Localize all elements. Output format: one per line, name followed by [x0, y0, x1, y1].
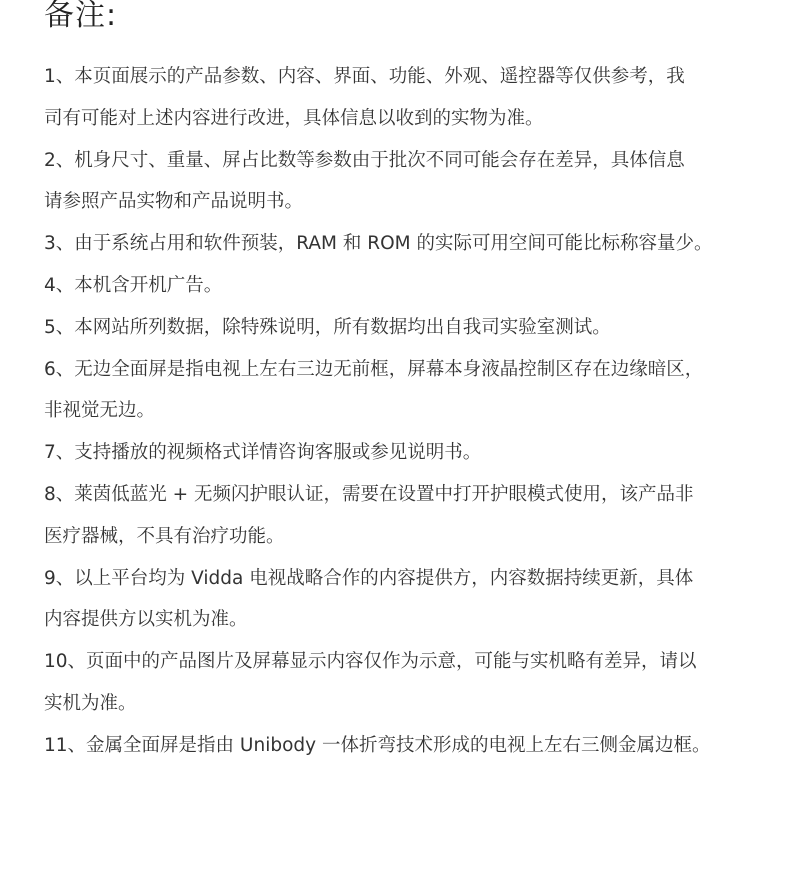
note-line: 非视觉无边。 [44, 400, 156, 422]
note-line: 9、以上平台均为 Vidda 电视战略合作的内容提供方，内容数据持续更新，具体 [44, 567, 694, 589]
note-item [44, 223, 774, 265]
note-item [44, 140, 774, 224]
notes-title: 备注: [44, 0, 118, 33]
note-item [44, 307, 774, 349]
note-line: 司有可能对上述内容进行改进，具体信息以收到的实物为准。 [44, 107, 544, 129]
note-line: 1、本页面展示的产品参数、内容、界面、功能、外观、遥控器等仅供参考，我 [44, 66, 685, 87]
note-line: 内容提供方以实机为准。 [44, 609, 248, 631]
note-line: 10、页面中的产品图片及屏幕显示内容仅作为示意，可能与实机略有差异，请以 [44, 651, 697, 673]
note-item [44, 349, 774, 433]
note-line: 8、莱茵低蓝光 + 无频闪护眼认证，需要在设置中打开护眼模式使用，该产品非 [44, 483, 694, 505]
note-item [44, 641, 774, 725]
note-item [44, 432, 774, 474]
note-line: 实机为准。 [44, 692, 137, 714]
note-item [44, 474, 774, 558]
note-line: 6、无边全面屏是指电视上左右三边无前框，屏幕本身液晶控制区存在边缘暗区， [44, 358, 704, 380]
note-line: 3、由于系统占用和软件预装，RAM 和 ROM 的实际可用空间可能比标称容量少。 [44, 233, 713, 255]
notes-list [44, 56, 774, 767]
note-item [44, 558, 774, 642]
note-line: 11、金属全面屏是指由 Unibody 一体折弯技术形成的电视上左右三侧金属边框。 [44, 734, 711, 756]
note-item [44, 725, 774, 767]
note-line: 2、机身尺寸、重量、屏占比数等参数由于批次不同可能会存在差异，具体信息 [44, 149, 685, 171]
note-item [44, 56, 774, 140]
note-item [44, 265, 774, 307]
note-line: 请参照产品实物和产品说明书。 [44, 191, 304, 213]
note-line: 7、支持播放的视频格式详情咨询客服或参见说明书。 [44, 442, 482, 464]
note-line: 医疗器械，不具有治疗功能。 [44, 525, 285, 547]
note-line: 4、本机含开机广告。 [44, 274, 223, 296]
note-line: 5、本网站所列数据，除特殊说明，所有数据均出自我司实验室测试。 [44, 316, 611, 338]
